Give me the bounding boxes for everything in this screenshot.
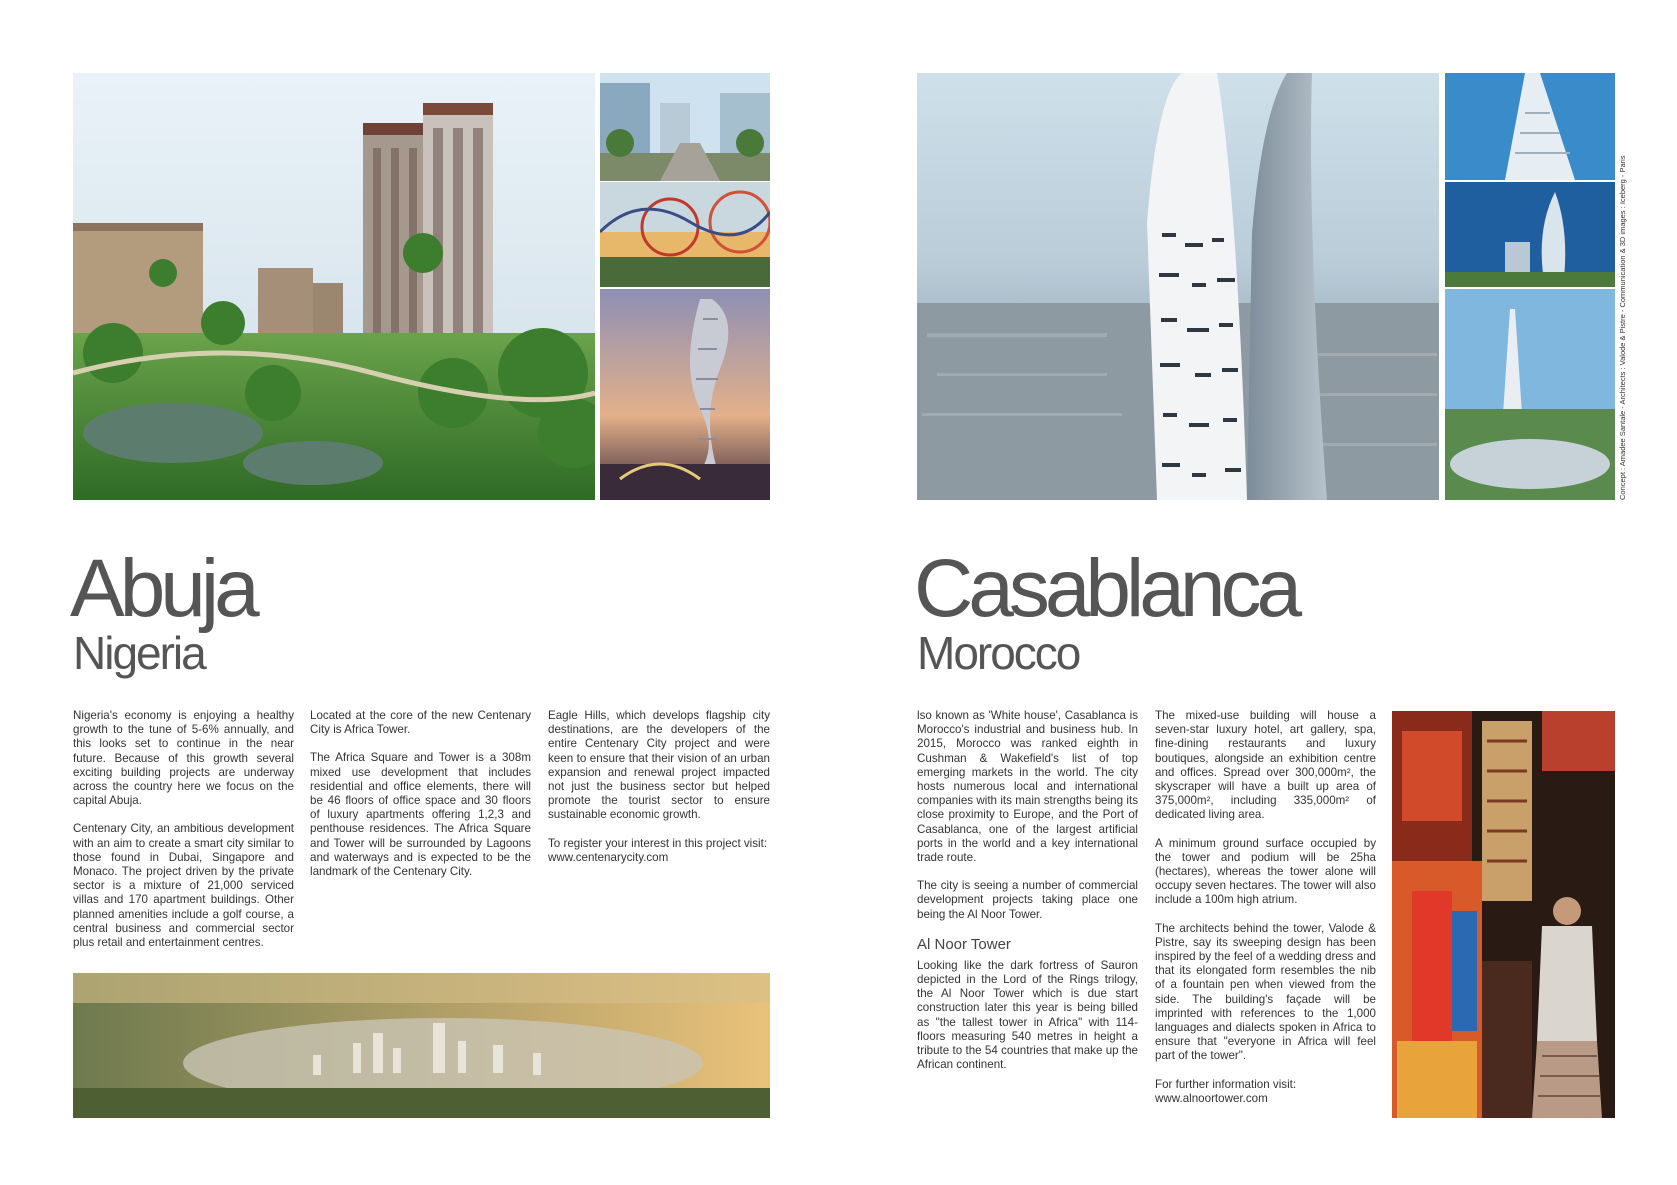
casablanca-market-image [1392,711,1615,1118]
abuja-paragraph: Nigeria's economy is enjoying a healthy growth to the tune of 5-6% annually, and this looks set to continue in the near future. Because of this growth several exciting building projects are underway across the country here we focus on the capital Abuja. [73,709,294,808]
al-noor-tower-podium-image [1445,289,1615,500]
al-noor-tower-side-image [1445,182,1615,287]
abuja-text-column-2 [310,709,531,893]
abuja-hero-image [73,73,595,500]
country-subtitle-morocco: Morocco [917,627,1080,679]
africa-tower-image [600,289,770,500]
al-noor-tower-link[interactable]: www.alnoortower.com [1155,1091,1268,1105]
image-credit: Concept : Amadee Santale - Architects : Valode & Pistre - Communication & 3D images : Iceberg - Paris [1618,155,1627,500]
al-noor-tower-hero-image [917,73,1439,500]
city-title-casablanca: Casablanca [914,543,1298,634]
city-title-abuja: Abuja [70,543,255,634]
centenary-city-link[interactable]: www.centenarycity.com [548,850,669,864]
casablanca-paragraph: lso known as 'White house', Casablanca is Morocco's industrial and business hub. In 2015, Morocco was ranked eighth in Cushman & Wakefield's list of top emerging markets in the world. The city hosts numerous local and international companies with its main strengths being its close proximity to Europe, and the Port of Casablanca, one of the largest artificial ports in the world and a key international trade route. [917,709,1138,865]
country-subtitle-nigeria: Nigeria [73,627,205,679]
abuja-amusement-park-image [600,182,770,287]
casablanca-paragraph: The architects behind the tower, Valode & Pistre, say its sweeping design has been inspired by the feel of a wedding dress and that its elongated form resembles the nib of a fountain pen when viewed from the side. The building's façade will be imprinted with references to the 1,000 languages and dialects spoken in Africa to ensure that "everyone in Africa will feel part of the tower". [1155,921,1376,1063]
abuja-paragraph: Located at the core of the new Centenary City is Africa Tower. [310,709,531,737]
abuja-text-column-3 [548,709,770,879]
casablanca-text-column-2 [1155,709,1376,1120]
al-noor-tower-top-image [1445,73,1615,180]
casablanca-paragraph: The mixed-use building will house a seven-star luxury hotel, art gallery, spa, fine-dining restaurants and luxury boutiques, alongside an exhibition centre and offices. Spread over 300,000m², the skyscraper will have a built up area of 375,000m², including 335,000m² of dedicated living area. [1155,709,1376,822]
casablanca-paragraph: A minimum ground surface occupied by the tower and podium will be 25ha (hectares), whereas the tower alone will occupy seven hectares. The tower will also include a 100m high atrium. [1155,836,1376,907]
casablanca-info-text: For further information visit: [1155,1077,1297,1091]
abuja-register-text: To register your interest in this project visit: [548,836,768,850]
casablanca-paragraph: Looking like the dark fortress of Sauron depicted in the Lord of the Rings trilogy, the Al Noor Tower which is due start construction later this year is being billed as "the tallest tower in Africa" with 114-floors measuring 540 metres in height a tribute to the 54 countries that make up the African continent. [917,958,1138,1072]
casablanca-paragraph: The city is seeing a number of commercial development projects taking place one being the Al Noor Tower. [917,879,1138,921]
casablanca-text-column-1 [917,709,1138,1086]
abuja-paragraph: Eagle Hills, which develops flagship city destinations, are the developers of the entire Centenary City project and were keen to ensure that their vision of an urban expansion and renewal project impacted not just the business sector but helped promote the tourist sector to ensure sustainable economic growth. [548,709,770,822]
abuja-paragraph: Centenary City, an ambitious development with an aim to create a smart city similar to those found in Dubai, Singapore and Monaco. The project driven by the private sector is a mixture of 21,000 serviced villas and 170 apartment buildings. Other planned amenities include a golf course, a central business and commercial sector plus retail and entertainment centres. [73,822,294,950]
abuja-street-image [600,73,770,181]
abuja-paragraph: The Africa Square and Tower is a 308m mixed use development that includes residential and office elements, there will be 46 floors of office space and 30 floors of luxury apartments offering 1,2,3 and penthouse residences. The Africa Square and Tower will be surrounded by Lagoons and waterways and is expected to be the landmark of the Centenary City. [310,751,531,879]
al-noor-tower-subhead: Al Noor Tower [917,935,1011,953]
abuja-text-column-1 [73,709,294,964]
abuja-aerial-image [73,973,770,1118]
